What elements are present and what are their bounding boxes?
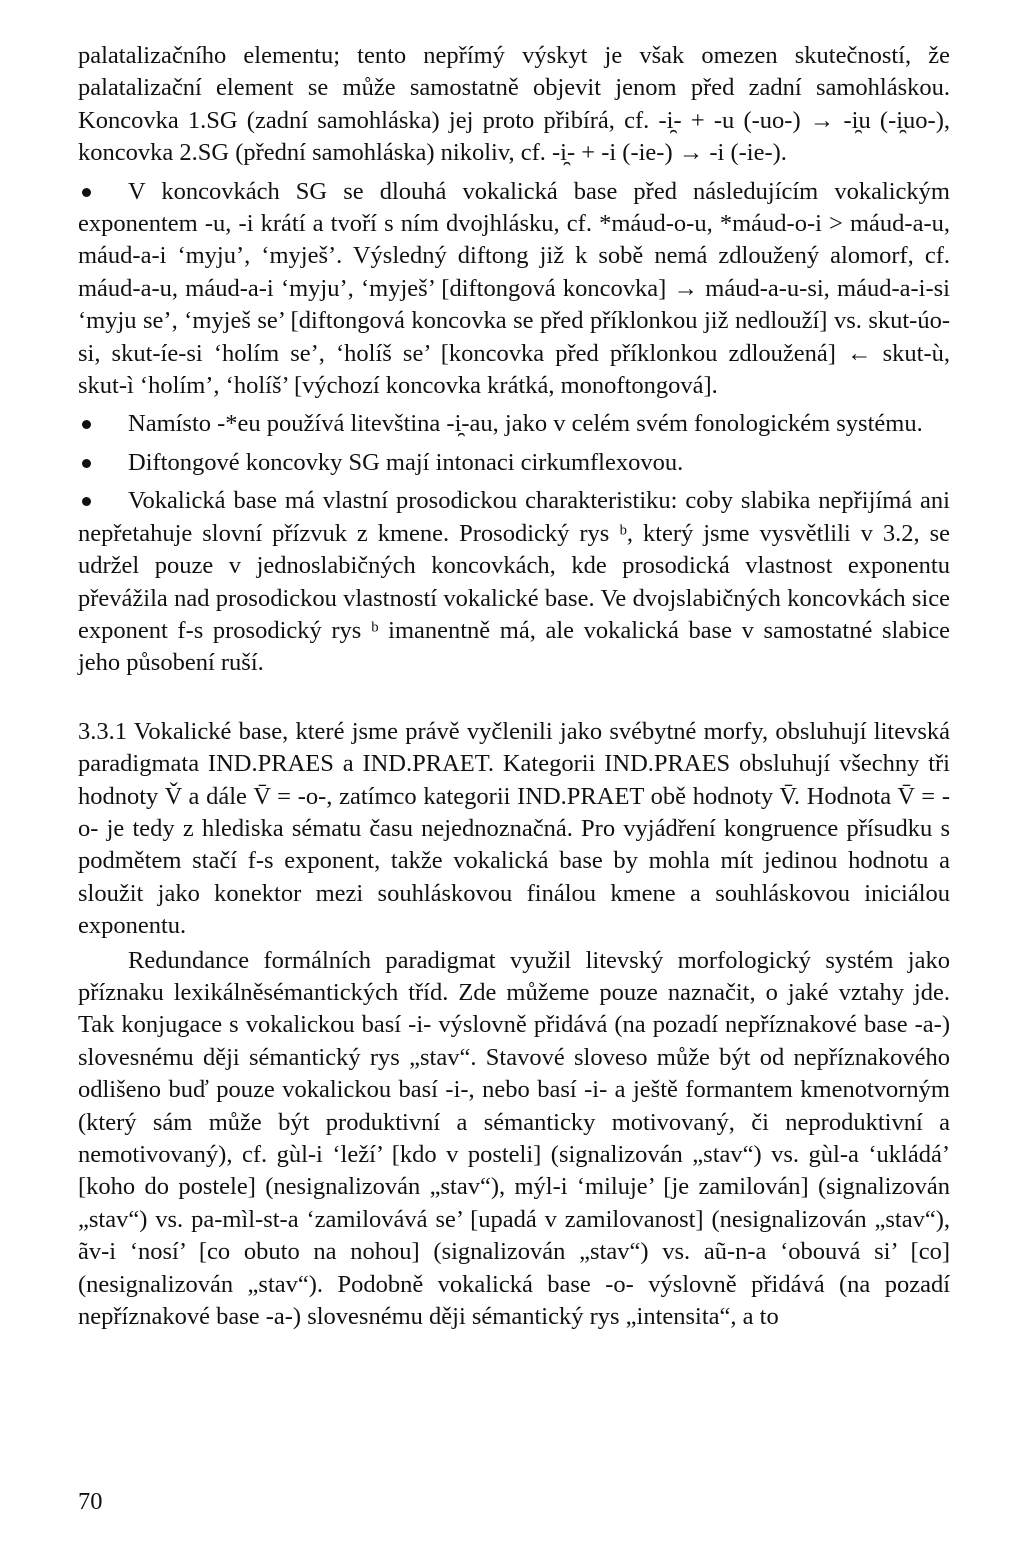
list-item (78, 176, 950, 403)
bullet-list (78, 176, 950, 680)
section-3-3-1-paragraph: 3.3.1 Vokalické base, které jsme právě vyčlenili jako svébytné morfy, obsluhují litevská paradigmata IND.PRAES a IND.PRAET. Kategorii IND.PRAES obsluhují všechny tři hodnoty V̌ a dále V̄ = -o-, zatímco kategorii IND.PRAET obě hodnoty V̄. Hodnota V̄ = -o- je tedy z hlediska sématu času nejednoznačná. Pro vyjádření kongruence přísudku s podmětem stačí f-s exponent, takže vokalická base by mohla mít jedinou hodnotu a sloužit jako konektor mezi souhláskovou finálou kmene a souhláskovou iniciálou exponentu. (78, 717, 950, 940)
list-item (78, 447, 950, 479)
page-body (78, 40, 950, 1333)
bullet-text: Diftongové koncovky SG mají intonaci cirkumflexovou. (128, 448, 684, 476)
bullet-icon (82, 188, 91, 197)
bullet-text: Vokalická base má vlastní prosodickou charakteristiku: coby slabika nepřijímá ani nepřetahuje slovní přízvuk z kmene. Prosodický rys ᵇ, který jsme vysvětlili v 3.2, se udržel pouze v jednoslabičných koncovkách, kde prosodická vlastnost exponentu převážila nad prosodickou vlastností vokalické base. Ve dvojslabičných koncovkách sice exponent f-s prosodický rys ᵇ imanentně má, ale vokalická base v samostatné slabice jeho působení ruší. (78, 487, 950, 677)
bullet-text: Namísto -*eu používá litevština -i̯-au, jako v celém svém fonologickém systému. (128, 410, 923, 438)
list-item (78, 485, 950, 679)
redundance-paragraph: Redundance formálních paradigmat využil litevský morfologický systém jako příznaku lexikálněsémantických tříd. Zde můžeme pouze naznačit, o jaké vztahy jde. Tak konjugace s vokalickou basí -i- výslovně přidává (na pozadí nepříznakové base -a-) slovesnému ději sémantický rys „stav“. Stavové sloveso může být od nepříznakového odlišeno buď pouze vokalickou basí -i-, nebo basí -i- a ještě formantem kmenotvorným (který sám může být produktivní a sémanticky motivovaný, či neproduktivní a nemotivovaný), cf. gùl-i ‘leží’ [kdo v posteli] (signalizován „stav“) vs. gùl-a ‘ukládá’ [koho do postele] (nesignalizován „stav“), mýl-i ‘miluje’ [je zamilován] (signalizován „stav“) vs. pa-mìl-st-a ‘zamilovává se’ [upadá v zamilovanost] (nesignalizován „stav“), ãv-i ‘nosí’ [co obuto na nohou] (signalizován „stav“) vs. aũ-n-a ‘obouvá si’ [co] (nesignalizován „stav“). Podobně vokalická base -o- výslovně přidává (na pozadí nepříznakové base -a-) slovesnému ději sémantický rys „intensita“, a to (78, 946, 950, 1331)
list-item (78, 408, 950, 440)
bullet-text: V koncovkách SG se dlouhá vokalická base před následujícím vokalickým exponentem -u, -i krátí a tvoří s ním dvojhlásku, cf. *máud-o-u, *máud-o-i > máud-a-u, máud-a-i ‘myju’, ‘myješ’. Výsledný diftong již k sobě nemá zdloužený alomorf, cf. máud-a-u, máud-a-i ‘myju’, ‘myješ’ [diftongová koncovka] → máud-a-u-si, máud-a-i-si ‘myju se’, ‘myješ se’ [diftongová koncovka se před příklonkou již nedlouží] vs. skut-úo-si, skut-íe-si ‘holím se’, ‘holíš se’ [koncovka před příklonkou zdloužená] ← skut-ù, skut-ì ‘holím’, ‘holíš’ [výchozí koncovka krátká, monoftongová]. (78, 177, 950, 400)
paragraph-continuation: palatalizačního elementu; tento nepřímý výskyt je však omezen skutečností, že palatalizační element se může samostatně objevit jenom před zadní samohláskou. Koncovka 1.SG (zadní samohláska) jej proto přibírá, cf. -i̯- + -u (-uo-) → -i̯u (-i̯uo-), koncovka 2.SG (přední samohláska) nikoliv, cf. -i̯- + -i (-ie-) → -i (-ie-). (78, 42, 950, 167)
bullet-icon (82, 459, 91, 468)
page-number: 70 (78, 1488, 103, 1515)
